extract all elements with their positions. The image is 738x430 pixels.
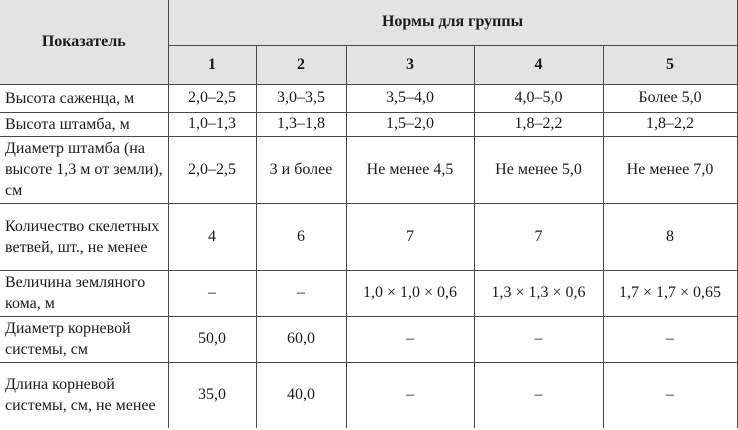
table-row	[0, 136, 737, 203]
group-header-2: 2	[256, 45, 346, 84]
table-cell: 7	[474, 203, 603, 270]
table-cell: Не менее 4,5	[346, 136, 474, 203]
table-cell: 1,8–2,2	[603, 112, 737, 136]
norms-header: Нормы для группы	[168, 0, 737, 45]
row-label: Диаметр штамба (на высоте 1,3 м от земли), см	[0, 136, 168, 203]
table-cell: –	[346, 316, 474, 362]
row-label: Длина корневой системы, см, не менее	[0, 362, 168, 428]
table-cell: –	[474, 316, 603, 362]
table-cell: 1,5–2,0	[346, 112, 474, 136]
table-cell: –	[474, 362, 603, 428]
table-cell: 1,3 × 1,3 × 0,6	[474, 270, 603, 316]
table-row	[0, 84, 737, 112]
group-header-5: 5	[603, 45, 737, 84]
table-row	[0, 270, 737, 316]
group-header-4: 4	[474, 45, 603, 84]
table-cell: 1,0 × 1,0 × 0,6	[346, 270, 474, 316]
table-row	[0, 203, 737, 270]
table-cell: 60,0	[256, 316, 346, 362]
row-label: Высота штамба, м	[0, 112, 168, 136]
table-row	[0, 316, 737, 362]
table-cell: Более 5,0	[603, 84, 737, 112]
table-cell: 3,0–3,5	[256, 84, 346, 112]
table-cell: –	[603, 362, 737, 428]
table-cell: 1,8–2,2	[474, 112, 603, 136]
table-cell: Не менее 5,0	[474, 136, 603, 203]
table-cell: –	[256, 270, 346, 316]
table-cell: 2,0–2,5	[168, 84, 256, 112]
table-cell: 7	[346, 203, 474, 270]
table-cell: 8	[603, 203, 737, 270]
group-header-3: 3	[346, 45, 474, 84]
table-cell: –	[168, 270, 256, 316]
table-cell: Не менее 7,0	[603, 136, 737, 203]
table-cell: 1,7 × 1,7 × 0,65	[603, 270, 737, 316]
table-cell: –	[603, 316, 737, 362]
row-label: Диаметр корневой системы, см	[0, 316, 168, 362]
table-cell: 3,5–4,0	[346, 84, 474, 112]
group-header-1: 1	[168, 45, 256, 84]
table-cell: 6	[256, 203, 346, 270]
table-cell: 4,0–5,0	[474, 84, 603, 112]
header-row-1	[0, 0, 737, 45]
indicator-header: Показатель	[0, 0, 168, 84]
row-label: Количество скелетных ветвей, шт., не менее	[0, 203, 168, 270]
table-row	[0, 362, 737, 428]
row-label: Величина земляного кома, м	[0, 270, 168, 316]
table-cell: 40,0	[256, 362, 346, 428]
table-cell: –	[346, 362, 474, 428]
table-cell: 1,3–1,8	[256, 112, 346, 136]
table-cell: 3 и более	[256, 136, 346, 203]
table-cell: 50,0	[168, 316, 256, 362]
table-cell: 35,0	[168, 362, 256, 428]
table-cell: 4	[168, 203, 256, 270]
table-cell: 1,0–1,3	[168, 112, 256, 136]
row-label: Высота саженца, м	[0, 84, 168, 112]
table-row	[0, 112, 737, 136]
table-cell: 2,0–2,5	[168, 136, 256, 203]
